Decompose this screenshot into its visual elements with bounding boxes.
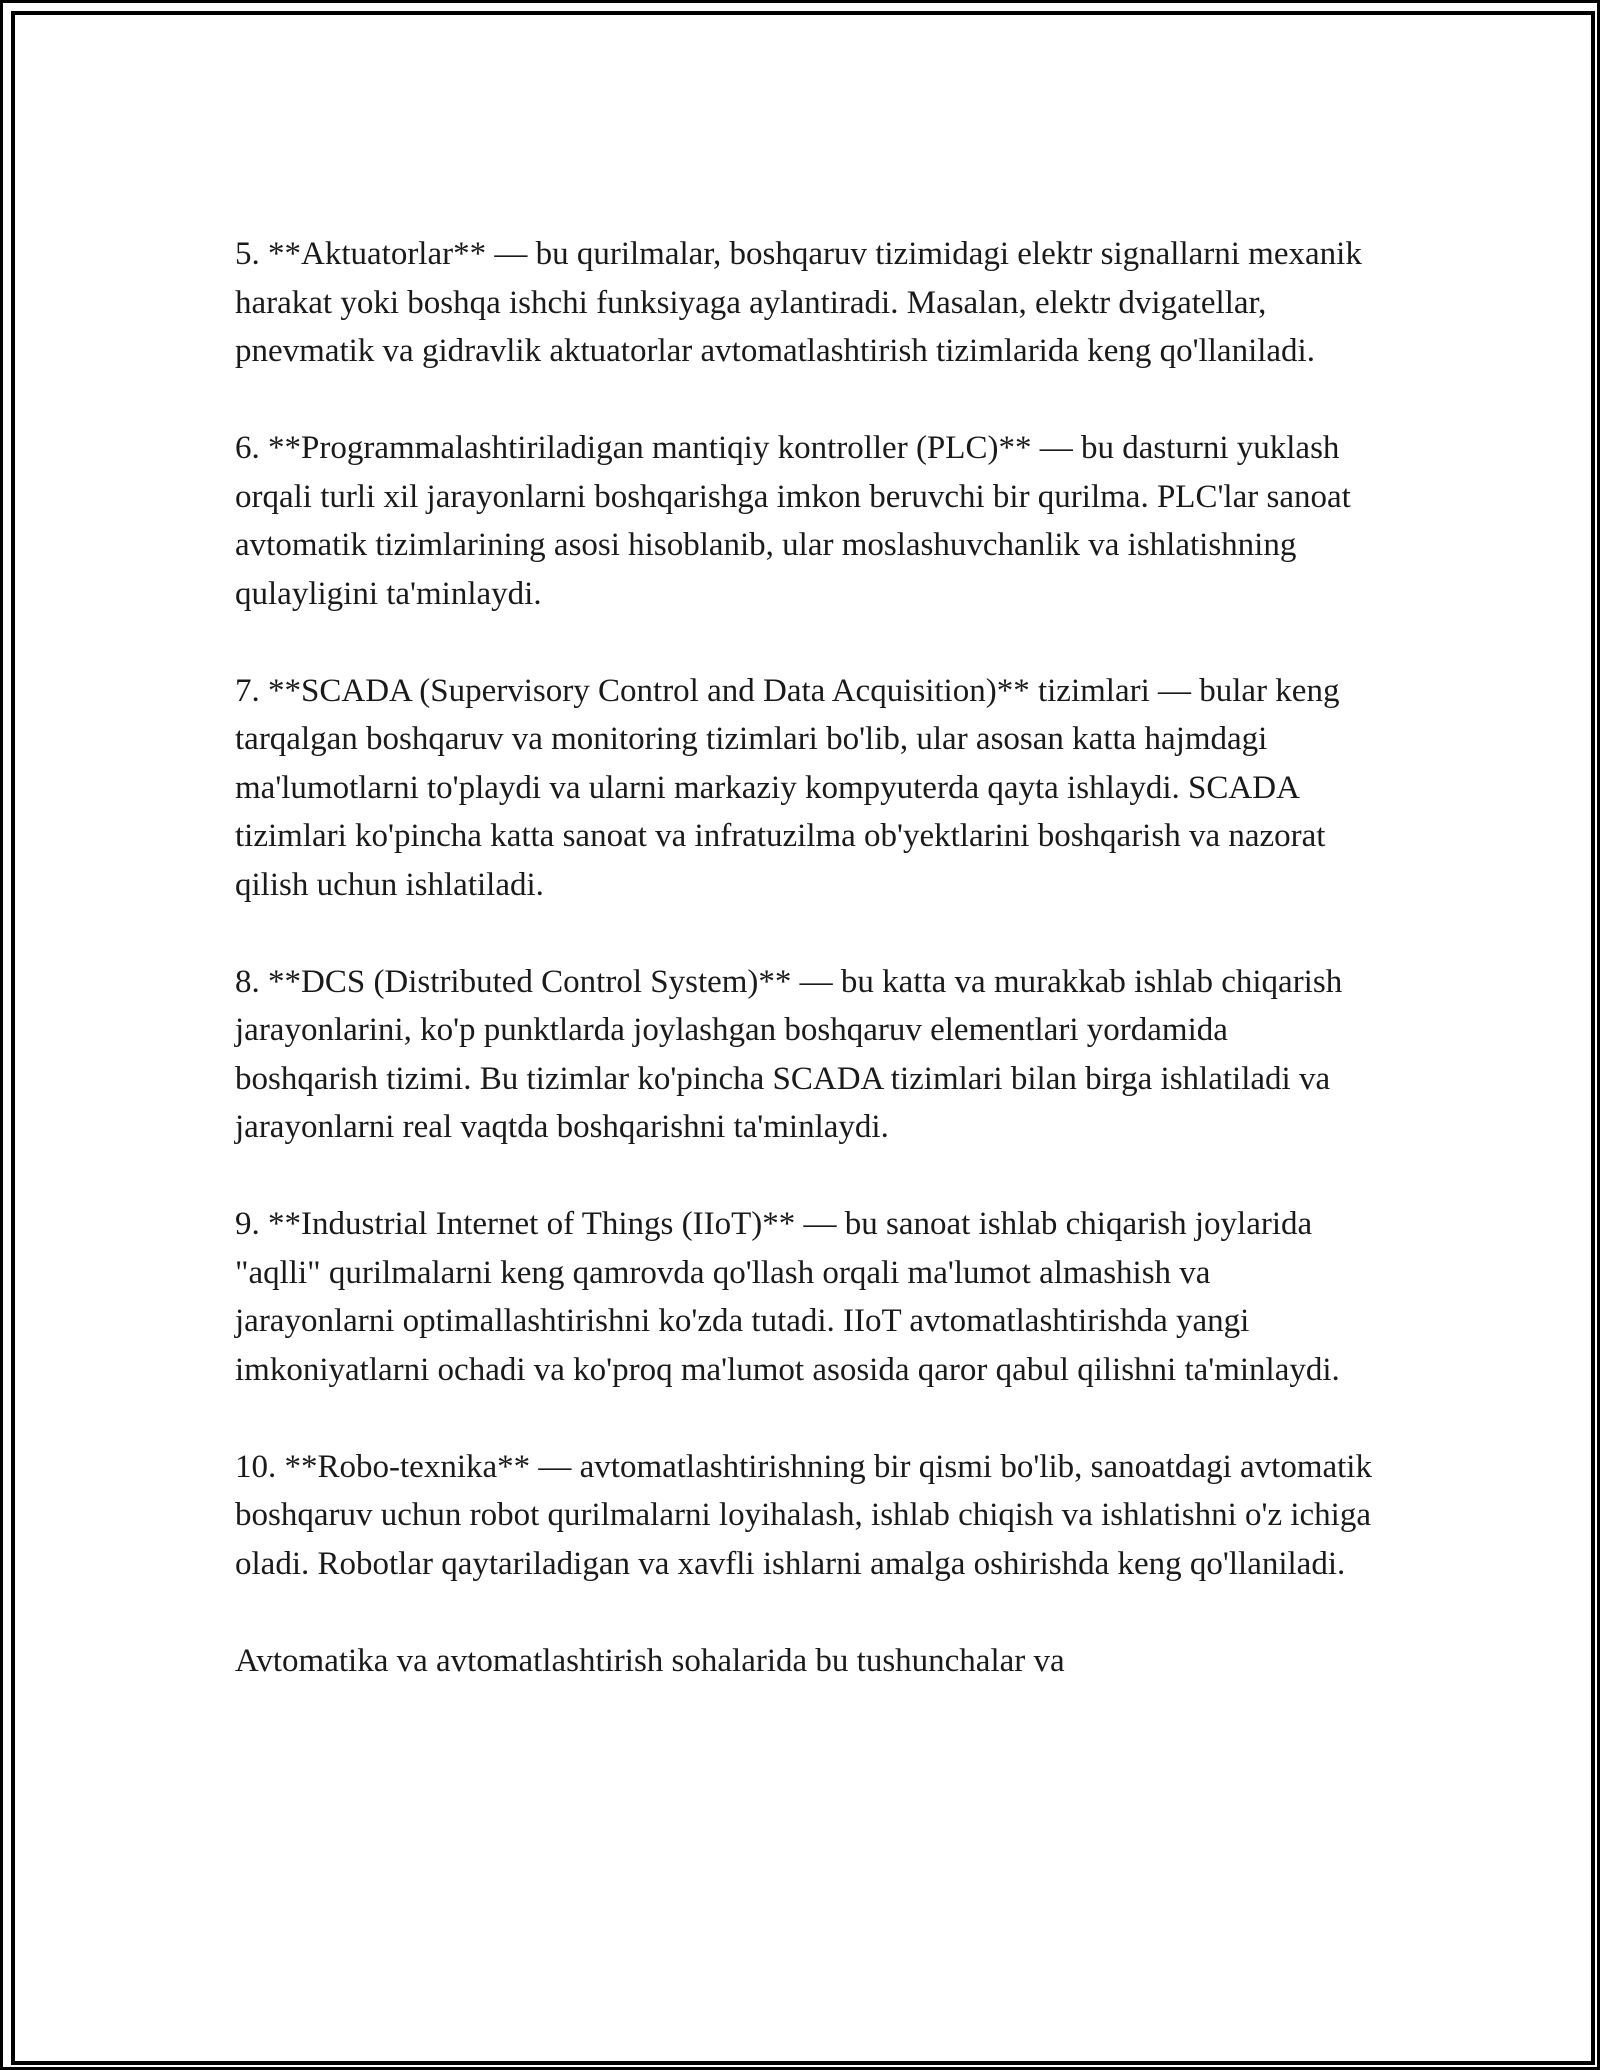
paragraph-plc: 6. **Programmalashtiriladigan mantiqiy kontroller (PLC)** — bu dasturni yuklash orqali turli xil jarayonlarni boshqarishga imkon beruvchi bir qurilma. PLC'lar sanoat avtomatik tizimlarining asosi hisoblanib, ular moslashuvchanlik va ishlatishning qulayligini ta'minlaydi. xyxy=(235,430,1351,612)
paragraph-actuators: 5. **Aktuatorlar** — bu qurilmalar, boshqaruv tizimidagi elektr signallarni mexanik harakat yoki boshqa ishchi funksiyaga aylantiradi. Masalan, elektr dvigatellar, pnevmatik va gidravlik aktuatorlar avtomatlashtirish tizimlarida keng qo'llaniladi. xyxy=(235,236,1362,369)
document-body xyxy=(235,230,1375,1685)
paragraph-dcs: 8. **DCS (Distributed Control System)** — bu katta va murakkab ishlab chiqarish jarayonlarini, ko'p punktlarda joylashgan boshqaruv elementlari yordamida boshqarish tizimi. Bu tizimlar ko'pincha SCADA tizimlari bilan birga ishlatiladi va jarayonlarni real vaqtda boshqarishni ta'minlaydi. xyxy=(235,963,1343,1145)
paragraph-closing: Avtomatika va avtomatlashtirish sohalarida bu tushunchalar va xyxy=(235,1642,1065,1679)
paragraph-scada: 7. **SCADA (Supervisory Control and Data Acquisition)** tizimlari — bular keng tarqalgan boshqaruv va monitoring tizimlari bo'lib, ular asosan katta hajmdagi ma'lumotlarni to'playdi va ularni markaziy kompyuterda qayta ishlaydi. SCADA tizimlari ko'pincha katta sanoat va infratuzilma ob'yektlarini boshqarish va nazorat qilish uchun ishlatiladi. xyxy=(235,672,1340,903)
paragraph-iiot: 9. **Industrial Internet of Things (IIoT)** — bu sanoat ishlab chiqarish joylarida "aqlli" qurilmalarni keng qamrovda qo'llash orqali ma'lumot almashish va jarayonlarni optimallashtirishni ko'zda tutadi. IIoT avtomatlashtirishda yangi imkoniyatlarni ochadi va ko'proq ma'lumot asosida qaror qabul qilishni ta'minlaydi. xyxy=(235,1206,1340,1388)
paragraph-robotics: 10. **Robo-texnika** — avtomatlashtirishning bir qismi bo'lib, sanoatdagi avtomatik boshqaruv uchun robot qurilmalarni loyihalash, ishlab chiqish va ishlatishni o'z ichiga oladi. Robotlar qaytariladigan va xavfli ishlarni amalga oshirishda keng qo'llaniladi. xyxy=(235,1448,1372,1582)
